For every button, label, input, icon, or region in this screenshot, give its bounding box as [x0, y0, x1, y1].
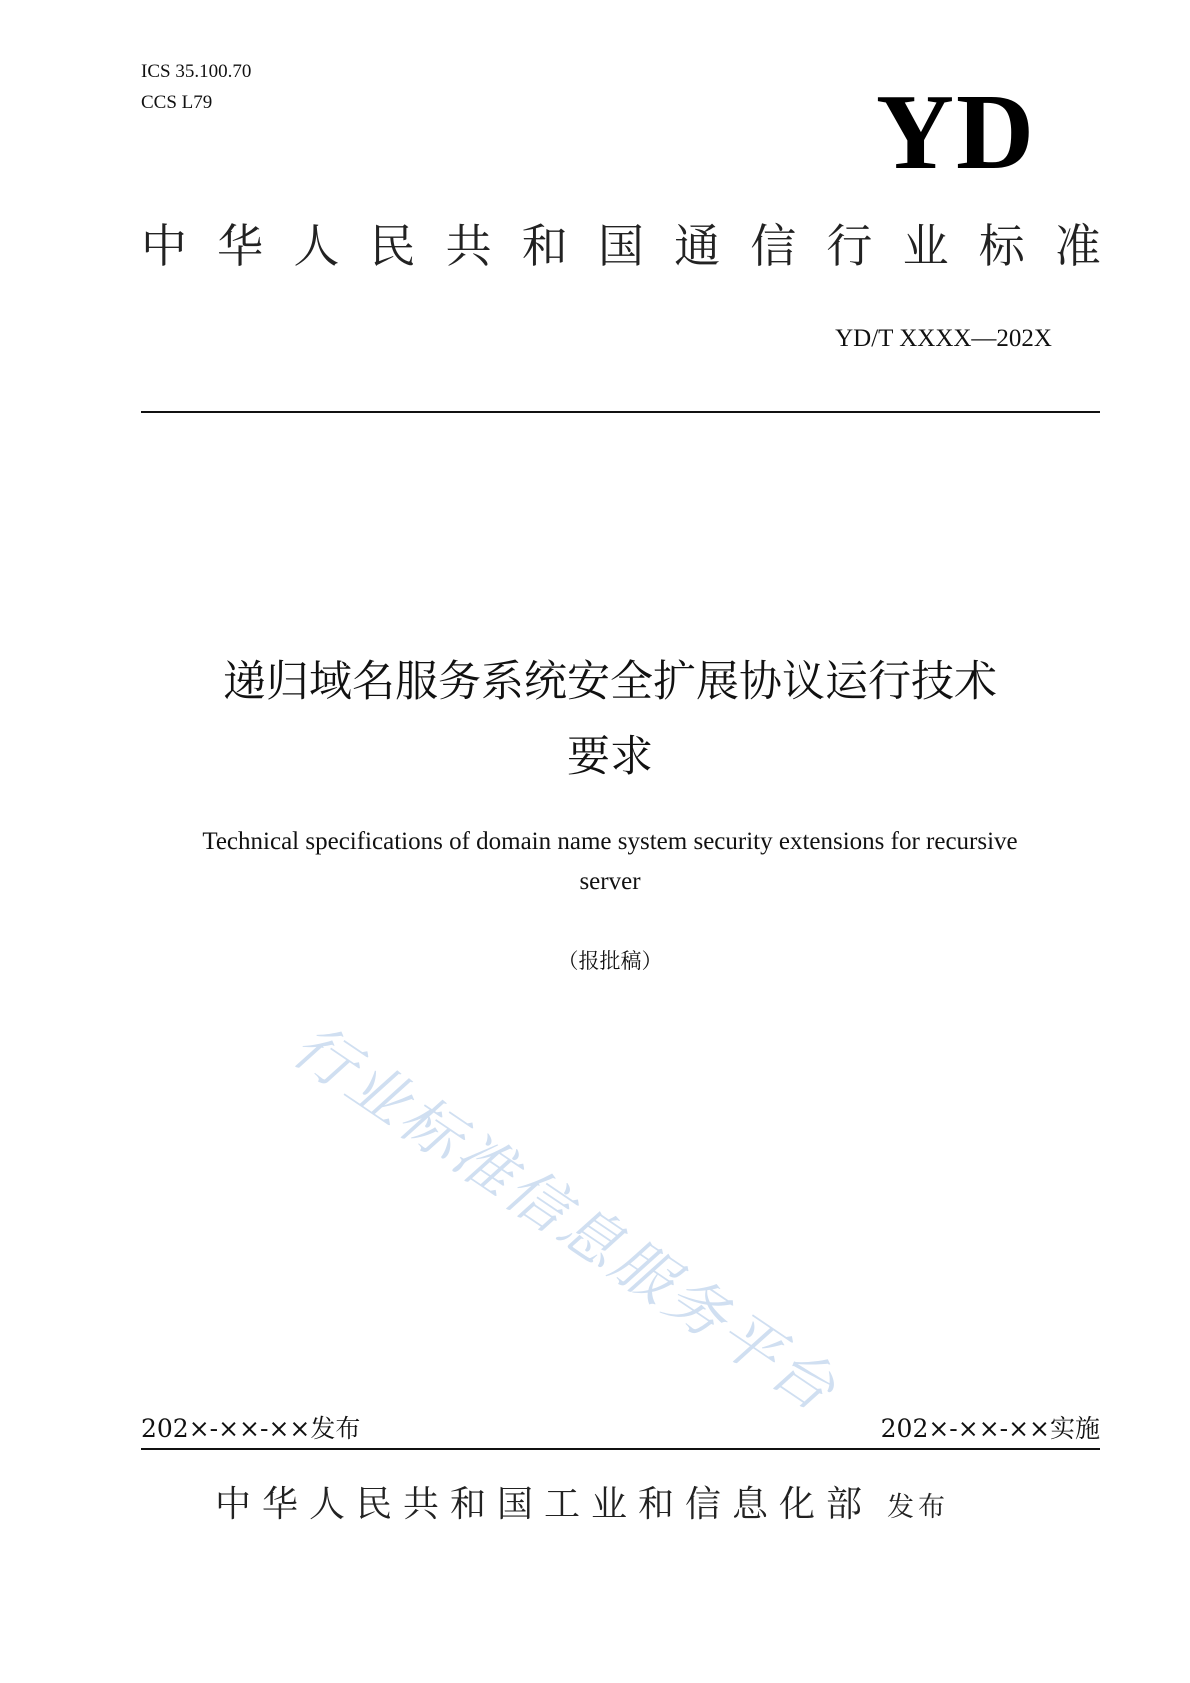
watermark: 行业标准信息服务平台: [280, 1010, 851, 1427]
ics-code: ICS 35.100.70: [141, 61, 252, 82]
issuer-name: 中华人民共和国工业和信息化部: [215, 1484, 874, 1525]
heading-char: 华: [217, 219, 264, 273]
heading-char: 和: [521, 219, 568, 273]
draft-status: （报批稿）: [557, 949, 663, 973]
issuer-action: 发布: [887, 1492, 950, 1523]
heading-char: 中: [141, 219, 187, 273]
heading-char: 标: [978, 219, 1025, 273]
heading-char: 业: [902, 219, 949, 273]
heading-char: 国: [597, 219, 644, 273]
title-cn-line-1: 递归域名服务系统安全扩展协议运行技术: [223, 657, 997, 707]
heading-char: 准: [1054, 219, 1101, 273]
title-en-line-2: server: [579, 868, 641, 895]
heading-char: 共: [445, 219, 492, 273]
heading-char: 信: [750, 219, 797, 273]
document-title-cn: [120, 645, 1100, 795]
yd-logo: YD: [876, 73, 1036, 192]
heading-char: 民: [369, 219, 416, 273]
standard-category-heading: [141, 218, 1101, 274]
issuer-line: [215, 1482, 1005, 1531]
title-cn-line-2: 要求: [567, 732, 653, 782]
heading-char: 人: [293, 219, 340, 273]
implement-date: 202×-××-××实施: [880, 1414, 1100, 1443]
standard-code: YD/T XXXX—202X: [835, 325, 1052, 352]
ccs-code: CCS L79: [141, 92, 213, 113]
publish-date: 202×-××-××发布: [141, 1414, 361, 1443]
bottom-divider: [141, 1448, 1100, 1450]
top-divider: [141, 411, 1100, 413]
heading-char: 通: [674, 219, 721, 273]
heading-char: 行: [826, 219, 873, 273]
title-en-line-1: Technical specifications of domain name system security extensions for recursive: [202, 828, 1018, 855]
document-title-en: [130, 822, 1090, 902]
